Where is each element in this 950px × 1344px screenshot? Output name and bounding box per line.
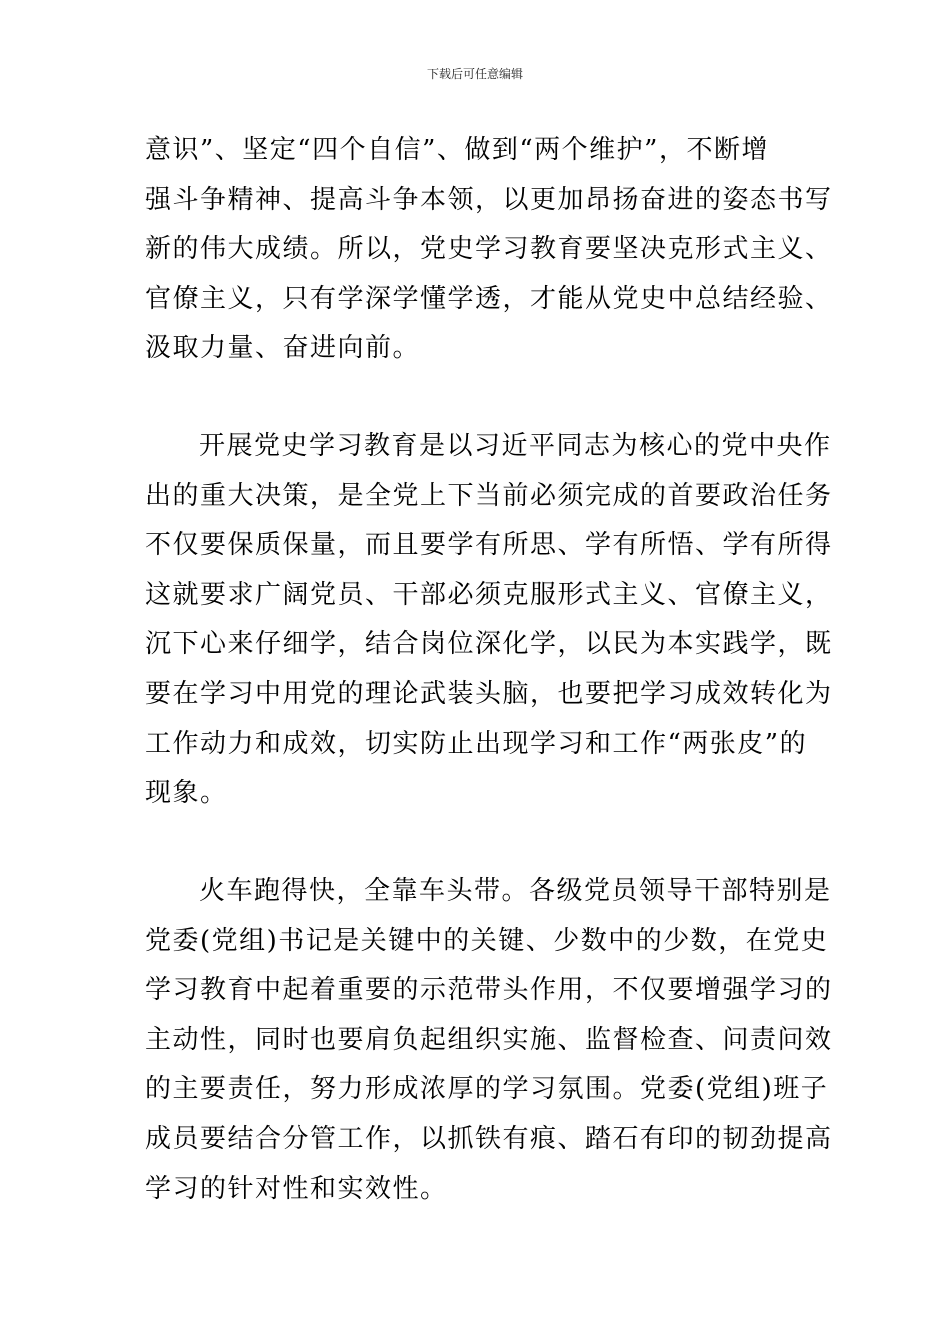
paragraph-line: 强斗争精神、提高斗争本领，以更加昂扬奋进的姿态书写 (145, 184, 833, 215)
paragraph-line: 学习教育中起着重要的示范带头作用，不仅要增强学习的 (145, 975, 833, 1006)
paragraph-line: 火车跑得快，全靠车头带。各级党员领导干部特别是 (199, 876, 832, 906)
paragraph-line: 党委(党组)书记是关键中的关键、少数中的少数，在党史 (145, 925, 829, 956)
paragraph-line: 不仅要保质保量，而且要学有所思、学有所悟、学有所得 (145, 530, 833, 561)
paragraph-line: 要在学习中用党的理论武装头脑，也要把学习成效转化为 (145, 678, 833, 709)
paragraph-line: 出的重大决策，是全党上下当前必须完成的首要政治任务 (145, 480, 833, 511)
paragraph-2 (145, 422, 833, 819)
paragraph-line: 现象。 (145, 778, 228, 809)
header-note: 下载后可任意编辑 (426, 67, 523, 81)
paragraph-line: 主动性，同时也要肩负起组织实施、监督检查、问责问效 (145, 1024, 833, 1055)
paragraph-line: 官僚主义，只有学深学懂学透，才能从党史中总结经验、 (145, 283, 833, 314)
paragraph-3 (145, 867, 833, 1214)
paragraph-line: 意识”、坚定“四个自信”、做到“两个维护”，不断增 (145, 135, 769, 165)
paragraph-line: 学习的针对性和实效性。 (145, 1173, 448, 1204)
paragraph-line: 工作动力和成效，切实防止出现学习和工作“两张皮”的 (145, 728, 808, 759)
paragraph-line: 的主要责任，努力形成浓厚的学习氛围。党委(党组)班子 (145, 1074, 829, 1105)
paragraph-line: 这就要求广阔党员、干部必须克服形式主义、官僚主义， (145, 579, 833, 610)
paragraph-line: 成员要结合分管工作，以抓铁有痕、踏石有印的韧劲提高 (145, 1123, 833, 1154)
paragraph-line: 新的伟大成绩。所以，党史学习教育要坚决克形式主义、 (145, 234, 833, 265)
paragraph-line: 沉下心来仔细学，结合岗位深化学，以民为本实践学，既 (145, 629, 833, 660)
paragraph-line: 汲取力量、奋进向前。 (145, 333, 421, 364)
paragraph-1 (145, 126, 833, 374)
paragraph-line: 开展党史学习教育是以习近平同志为核心的党中央作 (199, 431, 832, 461)
